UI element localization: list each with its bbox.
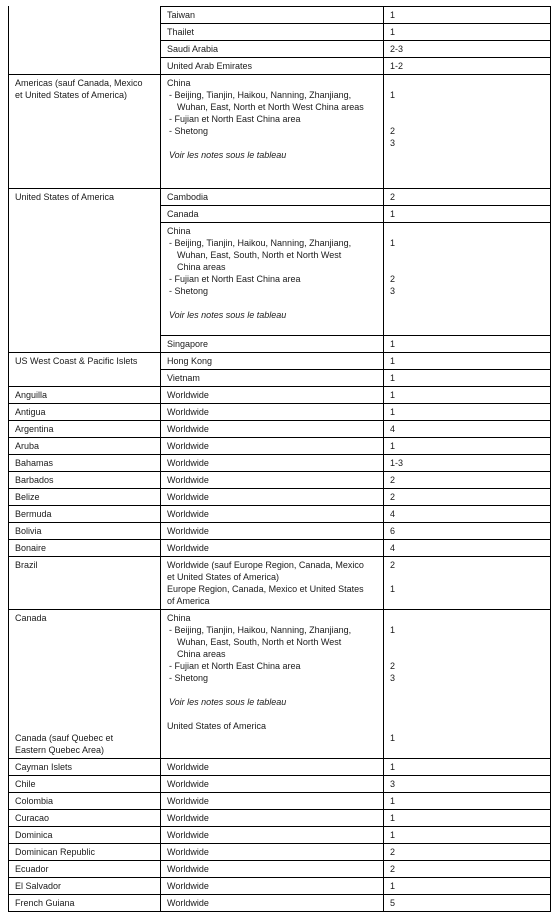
rate-cell: 1 xyxy=(390,209,396,219)
row-border xyxy=(160,6,551,7)
rate-cell: 2 xyxy=(390,560,396,570)
row-border xyxy=(8,609,551,610)
rate-cell: 1 xyxy=(390,238,396,248)
destination-cell: Worldwide xyxy=(167,390,209,400)
rate-cell: 2-3 xyxy=(390,44,404,54)
row-border xyxy=(160,335,551,336)
row-border xyxy=(8,352,551,353)
zone-cell: Anguilla xyxy=(15,390,48,400)
rate-cell: 2 xyxy=(390,492,396,502)
rate-cell: 1 xyxy=(390,10,396,20)
zone-cell: Cayman Islets xyxy=(15,762,73,772)
destination-cell: Worldwide xyxy=(167,830,209,840)
zone-cell: Dominica xyxy=(15,830,53,840)
destination-cell: Wuhan, East, South, North et North West xyxy=(177,637,342,647)
row-border xyxy=(8,539,551,540)
destination-cell: Canada xyxy=(167,209,199,219)
row-border xyxy=(8,522,551,523)
rate-cell: 1 xyxy=(390,881,396,891)
destination-cell: Cambodia xyxy=(167,192,209,202)
row-border xyxy=(8,437,551,438)
destination-cell: Worldwide (sauf Europe Region, Canada, Mexico xyxy=(167,560,364,570)
row-border xyxy=(8,758,551,759)
zone-cell: Canada (sauf Quebec et xyxy=(15,733,114,743)
zone-cell: El Salvador xyxy=(15,881,62,891)
destination-cell: China areas xyxy=(177,649,226,659)
destination-cell: Worldwide xyxy=(167,796,209,806)
destination-cell: Voir les notes sous le tableau xyxy=(169,697,287,707)
zone-cell: Colombia xyxy=(15,796,54,806)
column-border xyxy=(160,6,161,912)
row-border xyxy=(160,40,551,41)
rate-cell: 1 xyxy=(390,813,396,823)
rate-cell: 2 xyxy=(390,475,396,485)
zone-cell: Bolivia xyxy=(15,526,42,536)
rate-cell: 3 xyxy=(390,673,396,683)
rate-cell: 1 xyxy=(390,796,396,806)
rate-cell: 5 xyxy=(390,898,396,908)
destination-cell: Saudi Arabia xyxy=(167,44,219,54)
column-border xyxy=(550,6,551,912)
zone-cell: Chile xyxy=(15,779,36,789)
destination-cell: Voir les notes sous le tableau xyxy=(169,310,287,320)
zone-cell: Bermuda xyxy=(15,509,52,519)
destination-cell: United Arab Emirates xyxy=(167,61,253,71)
destination-cell: Worldwide xyxy=(167,509,209,519)
zone-cell: United States of America xyxy=(15,192,115,202)
rate-cell: 1 xyxy=(390,733,396,743)
destination-cell: Worldwide xyxy=(167,475,209,485)
destination-cell: Hong Kong xyxy=(167,356,213,366)
row-border xyxy=(8,471,551,472)
destination-cell: Singapore xyxy=(167,339,209,349)
row-border xyxy=(8,488,551,489)
row-border xyxy=(8,420,551,421)
destination-cell: Worldwide xyxy=(167,458,209,468)
destination-cell: China areas xyxy=(177,262,226,272)
destination-cell: Europe Region, Canada, Mexico et United States xyxy=(167,584,364,594)
rate-cell: 2 xyxy=(390,192,396,202)
destination-cell: et United States of America) xyxy=(167,572,280,582)
destination-cell: - Fujian et North East China area xyxy=(169,114,301,124)
row-border xyxy=(8,860,551,861)
rate-cell: 1-2 xyxy=(390,61,404,71)
destination-cell: Worldwide xyxy=(167,424,209,434)
rate-cell: 6 xyxy=(390,526,396,536)
zone-cell: Ecuador xyxy=(15,864,49,874)
rate-cell: 1 xyxy=(390,584,396,594)
row-border xyxy=(160,222,551,223)
zone-cell: Dominican Republic xyxy=(15,847,96,857)
rate-cell: 1 xyxy=(390,27,396,37)
destination-cell: Worldwide xyxy=(167,407,209,417)
zone-cell: Curacao xyxy=(15,813,50,823)
destination-cell: Worldwide xyxy=(167,864,209,874)
destination-cell: Thailet xyxy=(167,27,195,37)
row-border xyxy=(8,877,551,878)
destination-cell: Worldwide xyxy=(167,543,209,553)
destination-cell: China xyxy=(167,613,191,623)
zone-cell: Brazil xyxy=(15,560,38,570)
destination-cell: Worldwide xyxy=(167,762,209,772)
zone-cell: Belize xyxy=(15,492,40,502)
zone-cell: French Guiana xyxy=(15,898,75,908)
rate-cell: 1 xyxy=(390,762,396,772)
zone-cell: US West Coast & Pacific Islets xyxy=(15,356,138,366)
row-border xyxy=(8,809,551,810)
rate-cell: 1 xyxy=(390,373,396,383)
destination-cell: - Fujian et North East China area xyxy=(169,274,301,284)
destination-cell: - Fujian et North East China area xyxy=(169,661,301,671)
zone-cell: Argentina xyxy=(15,424,54,434)
row-border xyxy=(160,369,551,370)
destination-cell: - Beijing, Tianjin, Haikou, Nanning, Zhanjiang, xyxy=(169,90,352,100)
row-border xyxy=(8,505,551,506)
zone-cell: Antigua xyxy=(15,407,46,417)
row-border xyxy=(160,205,551,206)
destination-cell: - Shetong xyxy=(169,673,209,683)
row-border xyxy=(8,911,551,912)
row-border xyxy=(160,57,551,58)
row-border xyxy=(8,454,551,455)
column-border xyxy=(383,6,384,912)
zone-cell: Americas (sauf Canada, Mexico xyxy=(15,78,143,88)
row-border xyxy=(8,556,551,557)
destination-cell: of America xyxy=(167,596,210,606)
destination-cell: Worldwide xyxy=(167,813,209,823)
zone-cell: Canada xyxy=(15,613,47,623)
destination-cell: - Shetong xyxy=(169,126,209,136)
zone-cell: Bonaire xyxy=(15,543,47,553)
destination-cell: - Beijing, Tianjin, Haikou, Nanning, Zhanjiang, xyxy=(169,625,352,635)
row-border xyxy=(8,403,551,404)
rate-cell: 1 xyxy=(390,356,396,366)
rate-cell: 4 xyxy=(390,543,396,553)
rate-cell: 2 xyxy=(390,661,396,671)
destination-cell: China xyxy=(167,78,191,88)
rate-cell: 2 xyxy=(390,274,396,284)
destination-cell: Worldwide xyxy=(167,881,209,891)
rate-cell: 1-3 xyxy=(390,458,404,468)
rate-cell: 2 xyxy=(390,126,396,136)
destination-cell: Worldwide xyxy=(167,779,209,789)
destination-cell: Vietnam xyxy=(167,373,200,383)
zone-cell: Barbados xyxy=(15,475,54,485)
row-border xyxy=(160,23,551,24)
row-border xyxy=(8,775,551,776)
rate-cell: 3 xyxy=(390,779,396,789)
rate-cell: 1 xyxy=(390,625,396,635)
rate-cell: 3 xyxy=(390,138,396,148)
destination-cell: Worldwide xyxy=(167,441,209,451)
rate-cell: 1 xyxy=(390,407,396,417)
rate-cell: 4 xyxy=(390,509,396,519)
destination-cell: - Beijing, Tianjin, Haikou, Nanning, Zhanjiang, xyxy=(169,238,352,248)
destination-cell: Wuhan, East, North et North West China areas xyxy=(177,102,364,112)
rate-cell: 4 xyxy=(390,424,396,434)
destination-cell: Voir les notes sous le tableau xyxy=(169,150,287,160)
rate-cell: 1 xyxy=(390,339,396,349)
zone-cell: Aruba xyxy=(15,441,40,451)
destination-cell: - Shetong xyxy=(169,286,209,296)
destination-cell: Wuhan, East, South, North et North West xyxy=(177,250,342,260)
rate-cell: 2 xyxy=(390,847,396,857)
row-border xyxy=(8,386,551,387)
rate-cell: 2 xyxy=(390,864,396,874)
zone-cell: Bahamas xyxy=(15,458,54,468)
row-border xyxy=(8,843,551,844)
destination-cell: Worldwide xyxy=(167,492,209,502)
rate-cell: 1 xyxy=(390,830,396,840)
rate-cell: 1 xyxy=(390,390,396,400)
zone-cell: Eastern Quebec Area) xyxy=(15,745,105,755)
destination-cell: United States of America xyxy=(167,721,267,731)
destination-cell: Taiwan xyxy=(167,10,196,20)
destination-cell: Worldwide xyxy=(167,898,209,908)
rate-cell: 3 xyxy=(390,286,396,296)
row-border xyxy=(8,188,551,189)
row-border xyxy=(8,894,551,895)
rate-cell: 1 xyxy=(390,90,396,100)
row-border xyxy=(8,826,551,827)
column-border xyxy=(8,6,9,912)
zone-cell: et United States of America) xyxy=(15,90,128,100)
destination-cell: Worldwide xyxy=(167,847,209,857)
destination-cell: Worldwide xyxy=(167,526,209,536)
rate-cell: 1 xyxy=(390,441,396,451)
destination-cell: China xyxy=(167,226,191,236)
row-border xyxy=(8,792,551,793)
row-border xyxy=(8,74,551,75)
